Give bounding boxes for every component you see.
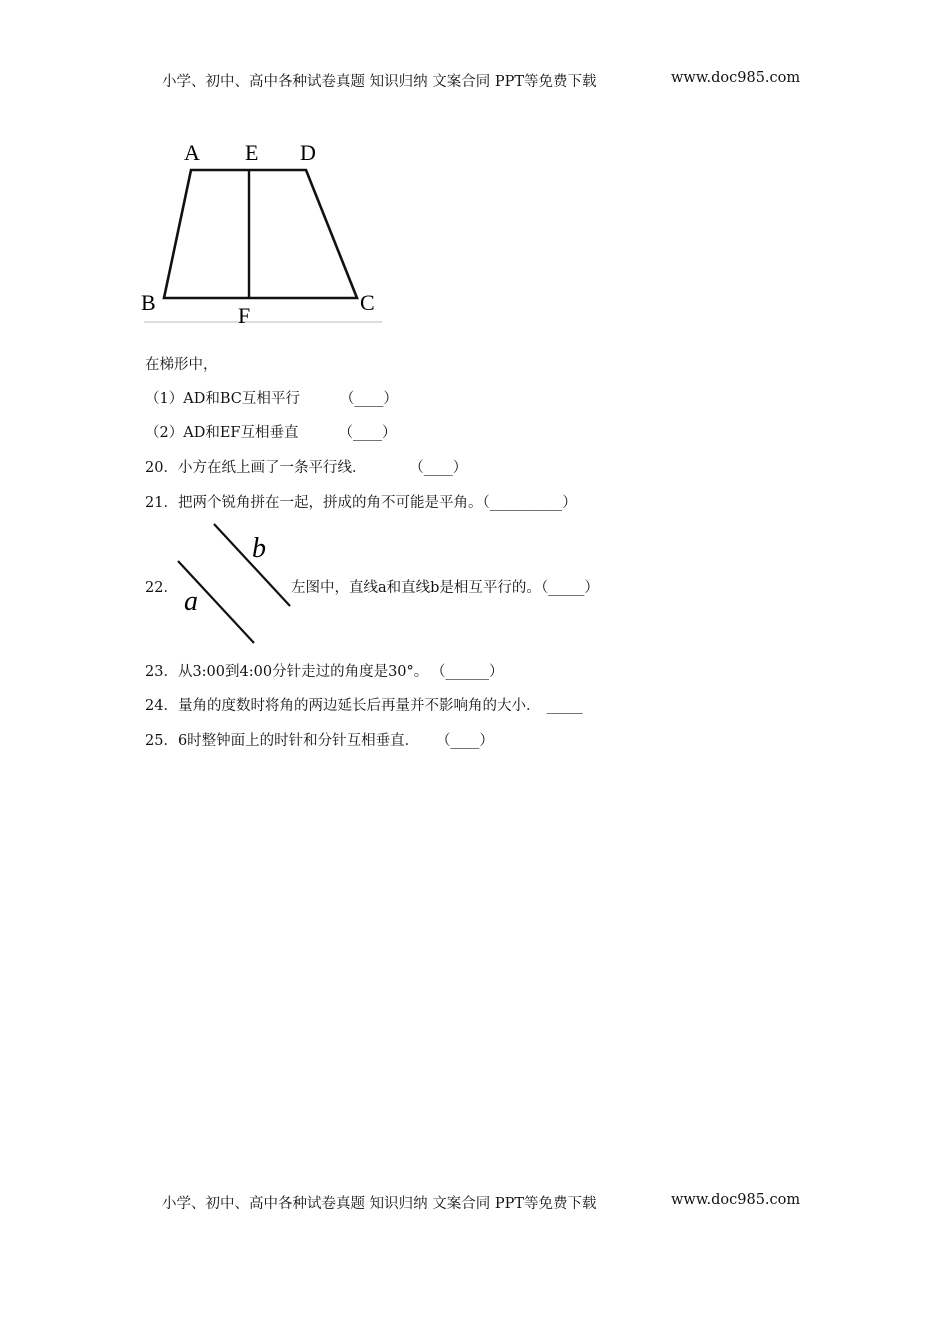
answer-blank[interactable]: （____） bbox=[338, 425, 397, 441]
footer-text: 小学、初中、高中各种试卷真题 知识归纳 文案合同 PPT等免费下载 bbox=[162, 1196, 597, 1212]
answer-blank[interactable]: （______） bbox=[438, 664, 504, 680]
label-line-a: a bbox=[184, 586, 198, 617]
footer-site-link[interactable]: www.doc985.com bbox=[671, 1192, 801, 1208]
question-text: （1）AD和BC互相平行 bbox=[145, 391, 300, 407]
header-site-link[interactable]: www.doc985.com bbox=[671, 70, 801, 86]
question-text: 21．把两个锐角拼在一起，拼成的角不可能是平角。 bbox=[145, 495, 483, 511]
question-25 bbox=[145, 732, 494, 750]
label-b: B bbox=[141, 290, 156, 315]
label-a: A bbox=[184, 140, 200, 165]
question-20 bbox=[145, 459, 467, 477]
question-19-1 bbox=[145, 390, 398, 408]
question-text: 25．6时整钟面上的时针和分针互相垂直． bbox=[145, 733, 420, 749]
parallel-lines-figure bbox=[172, 520, 292, 645]
trapezoid-shape bbox=[164, 170, 357, 298]
parallel-lines-svg bbox=[172, 520, 292, 645]
question-text: 24．量角的度数时将角的两边延长后再量并不影响角的大小． bbox=[145, 698, 541, 714]
question-24 bbox=[145, 697, 583, 715]
question-22 bbox=[291, 579, 599, 597]
trapezoid-figure bbox=[140, 138, 390, 328]
answer-blank[interactable]: （____） bbox=[339, 391, 398, 407]
answer-blank[interactable]: （_____） bbox=[540, 580, 599, 596]
header-text: 小学、初中、高中各种试卷真题 知识归纳 文案合同 PPT等免费下载 bbox=[162, 74, 597, 90]
answer-blank[interactable]: （__________） bbox=[482, 495, 577, 511]
question-text: （2）AD和EF互相垂直 bbox=[145, 425, 299, 441]
question-19-2 bbox=[145, 424, 396, 442]
label-line-b: b bbox=[252, 533, 266, 564]
question-23 bbox=[145, 663, 504, 681]
intro-text: 在梯形中， bbox=[145, 357, 218, 373]
question-22-number: 22． bbox=[145, 580, 178, 596]
question-21 bbox=[145, 494, 577, 512]
label-d: D bbox=[300, 140, 316, 165]
question-text: 20．小方在纸上画了一条平行线． bbox=[145, 460, 367, 476]
label-e: E bbox=[245, 140, 259, 165]
question-text: 左图中，直线a和直线b是相互平行的。 bbox=[291, 580, 541, 596]
answer-blank[interactable]: （____） bbox=[416, 460, 468, 476]
answer-blank[interactable]: （____） bbox=[443, 733, 494, 749]
page-footer bbox=[162, 1192, 802, 1213]
trapezoid-svg bbox=[140, 138, 390, 328]
label-c: C bbox=[360, 290, 375, 315]
page-header bbox=[162, 70, 802, 91]
question-text: 23．从3:00到4:00分针走过的角度是30°。 bbox=[145, 664, 429, 680]
label-f: F bbox=[238, 303, 251, 328]
answer-blank[interactable]: _____ bbox=[546, 698, 583, 714]
